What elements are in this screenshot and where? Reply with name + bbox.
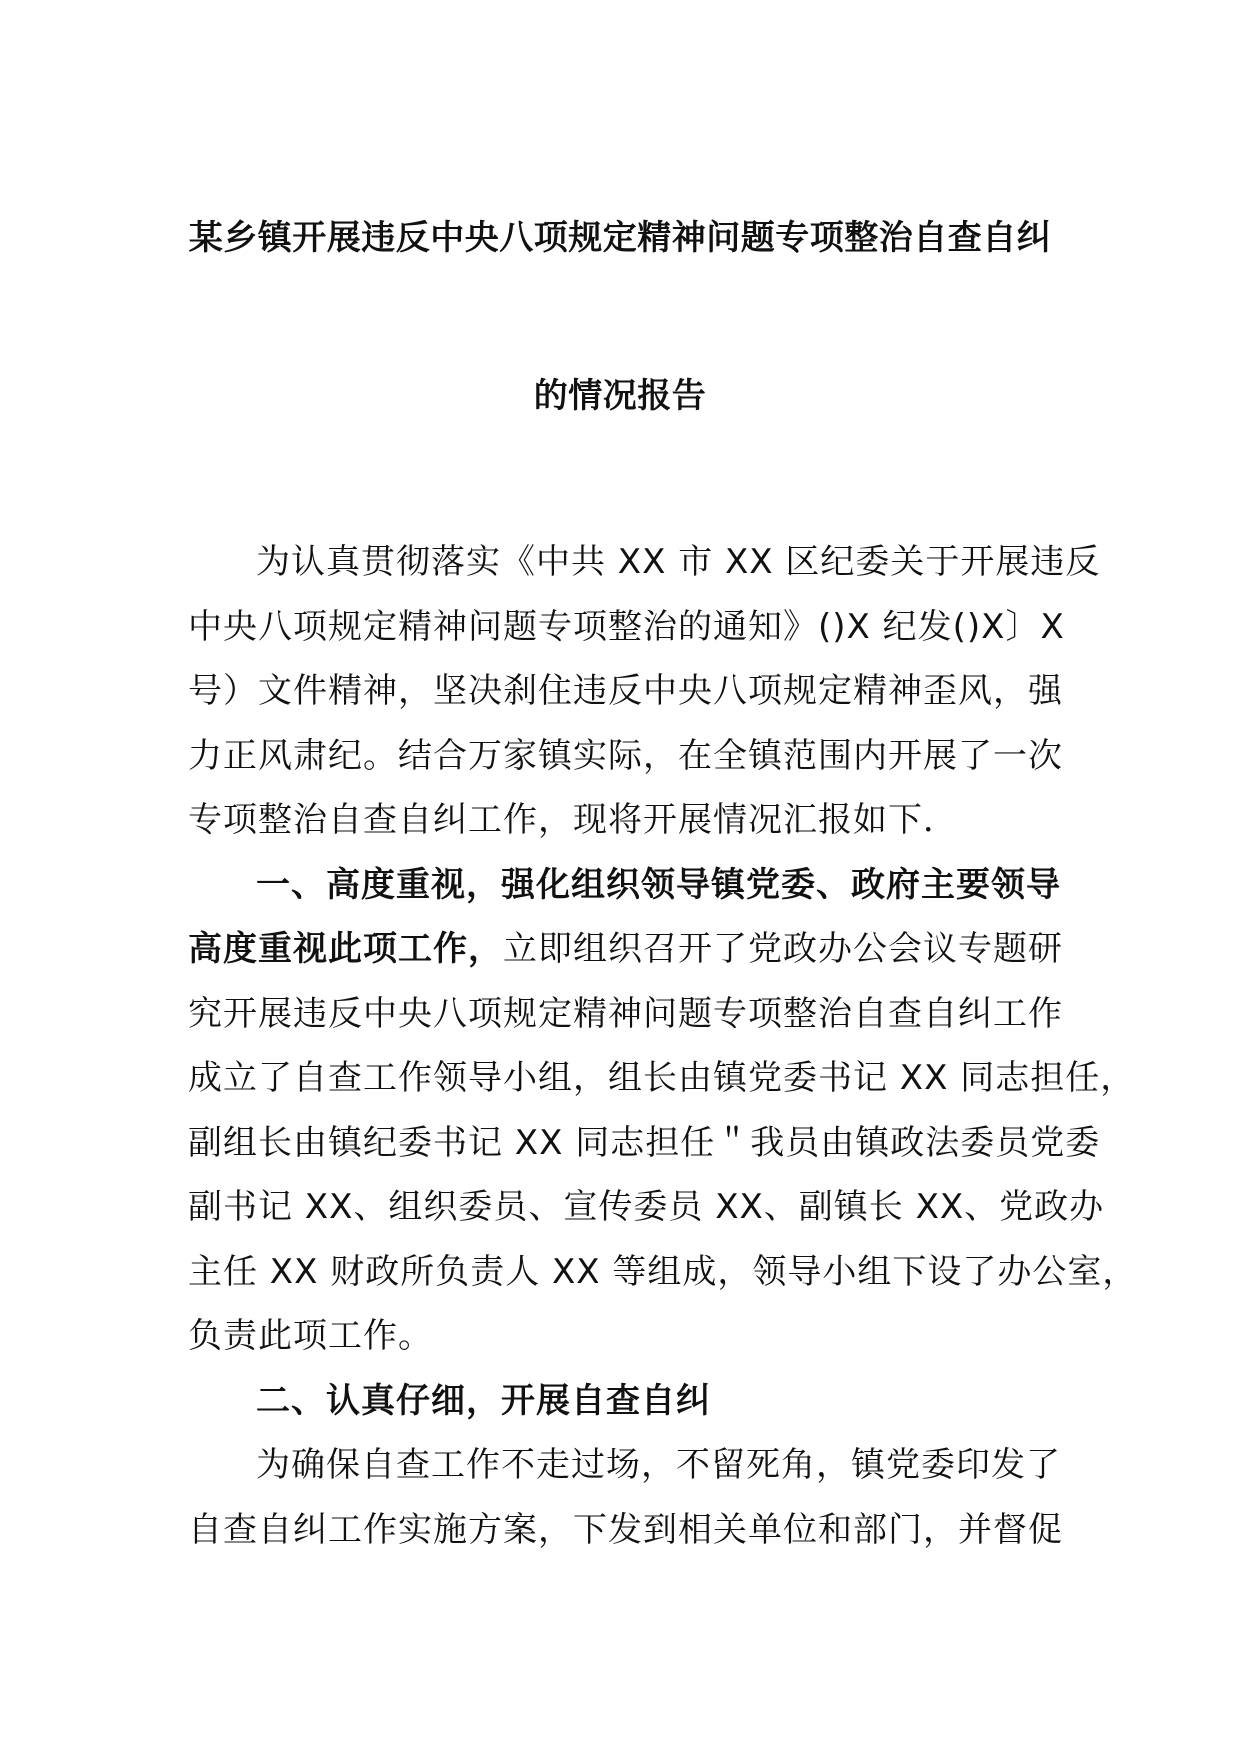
paragraph-line (188, 1498, 1088, 1563)
line-text: 力正风肃纪。结合万家镇实际，在全镇范围内开展了一次 (188, 735, 1063, 776)
line-text: 副书记 XX、组织委员、宣传委员 XX、副镇长 XX、党政办 (188, 1187, 1105, 1227)
bold-lead: 高度重视此项工作， (188, 929, 503, 969)
line-text: 副组长由镇纪委书记 XX 同志担任＂我员由镇政法委员党委 (188, 1122, 1101, 1163)
document-title-line-1: 某乡镇开展违反中央八项规定精神问题专项整治自查自纠 (188, 218, 1052, 258)
paragraph-line (188, 1304, 1088, 1369)
document-body (188, 530, 1138, 1562)
document-title-line-2: 的情况报告 (533, 376, 707, 416)
paragraph-line (188, 982, 1088, 1047)
line-text: 究开展违反中央八项规定精神问题专项整治自查自纠工作 (188, 993, 1063, 1034)
section-heading-line (188, 853, 1088, 918)
section-heading-2: 二、认真仔细，开展自查自纠 (256, 1380, 711, 1421)
paragraph-line (188, 1240, 1138, 1305)
line-text: 号）文件精神，坚决刹住违反中央八项规定精神歪风，强 (188, 671, 1063, 711)
section-heading-line (188, 1369, 1088, 1434)
paragraph-line (188, 788, 1088, 853)
line-text: 成立了自查工作领导小组，组长由镇党委书记 XX 同志担任， (188, 1058, 1136, 1098)
paragraph-line (188, 1111, 1101, 1176)
line-text: 中央八项规定精神问题专项整治的通知》()X 纪发()X〕X (188, 606, 1065, 647)
line-text: 负责此项工作。 (188, 1316, 433, 1356)
line-text: 立即组织召开了党政办公会议专题研 (503, 929, 1063, 969)
paragraph-line (188, 724, 1088, 789)
paragraph-line (188, 1433, 1088, 1498)
paragraph-line (188, 530, 1101, 595)
paragraph-line (188, 917, 1088, 982)
paragraph-line (188, 1175, 1105, 1240)
paragraph-line (188, 1046, 1136, 1111)
line-text: 为确保自查工作不走过场，不留死角，镇党委印发了 (256, 1445, 1061, 1485)
line-text: 为认真贯彻落实《中共 XX 市 XX 区纪委关于开展违反 (256, 542, 1101, 582)
section-heading-1: 一、高度重视，强化组织领导镇党委、政府主要领导 (256, 864, 1061, 905)
line-text: 自查自纠工作实施方案，下发到相关单位和部门，并督促 (188, 1509, 1063, 1550)
paragraph-line (188, 659, 1088, 724)
paragraph-line (188, 595, 1088, 660)
line-text: 主任 XX 财政所负责人 XX 等组成，领导小组下设了办公室， (188, 1251, 1138, 1292)
line-text: 专项整治自查自纠工作，现将开展情况汇报如下． (188, 800, 958, 840)
